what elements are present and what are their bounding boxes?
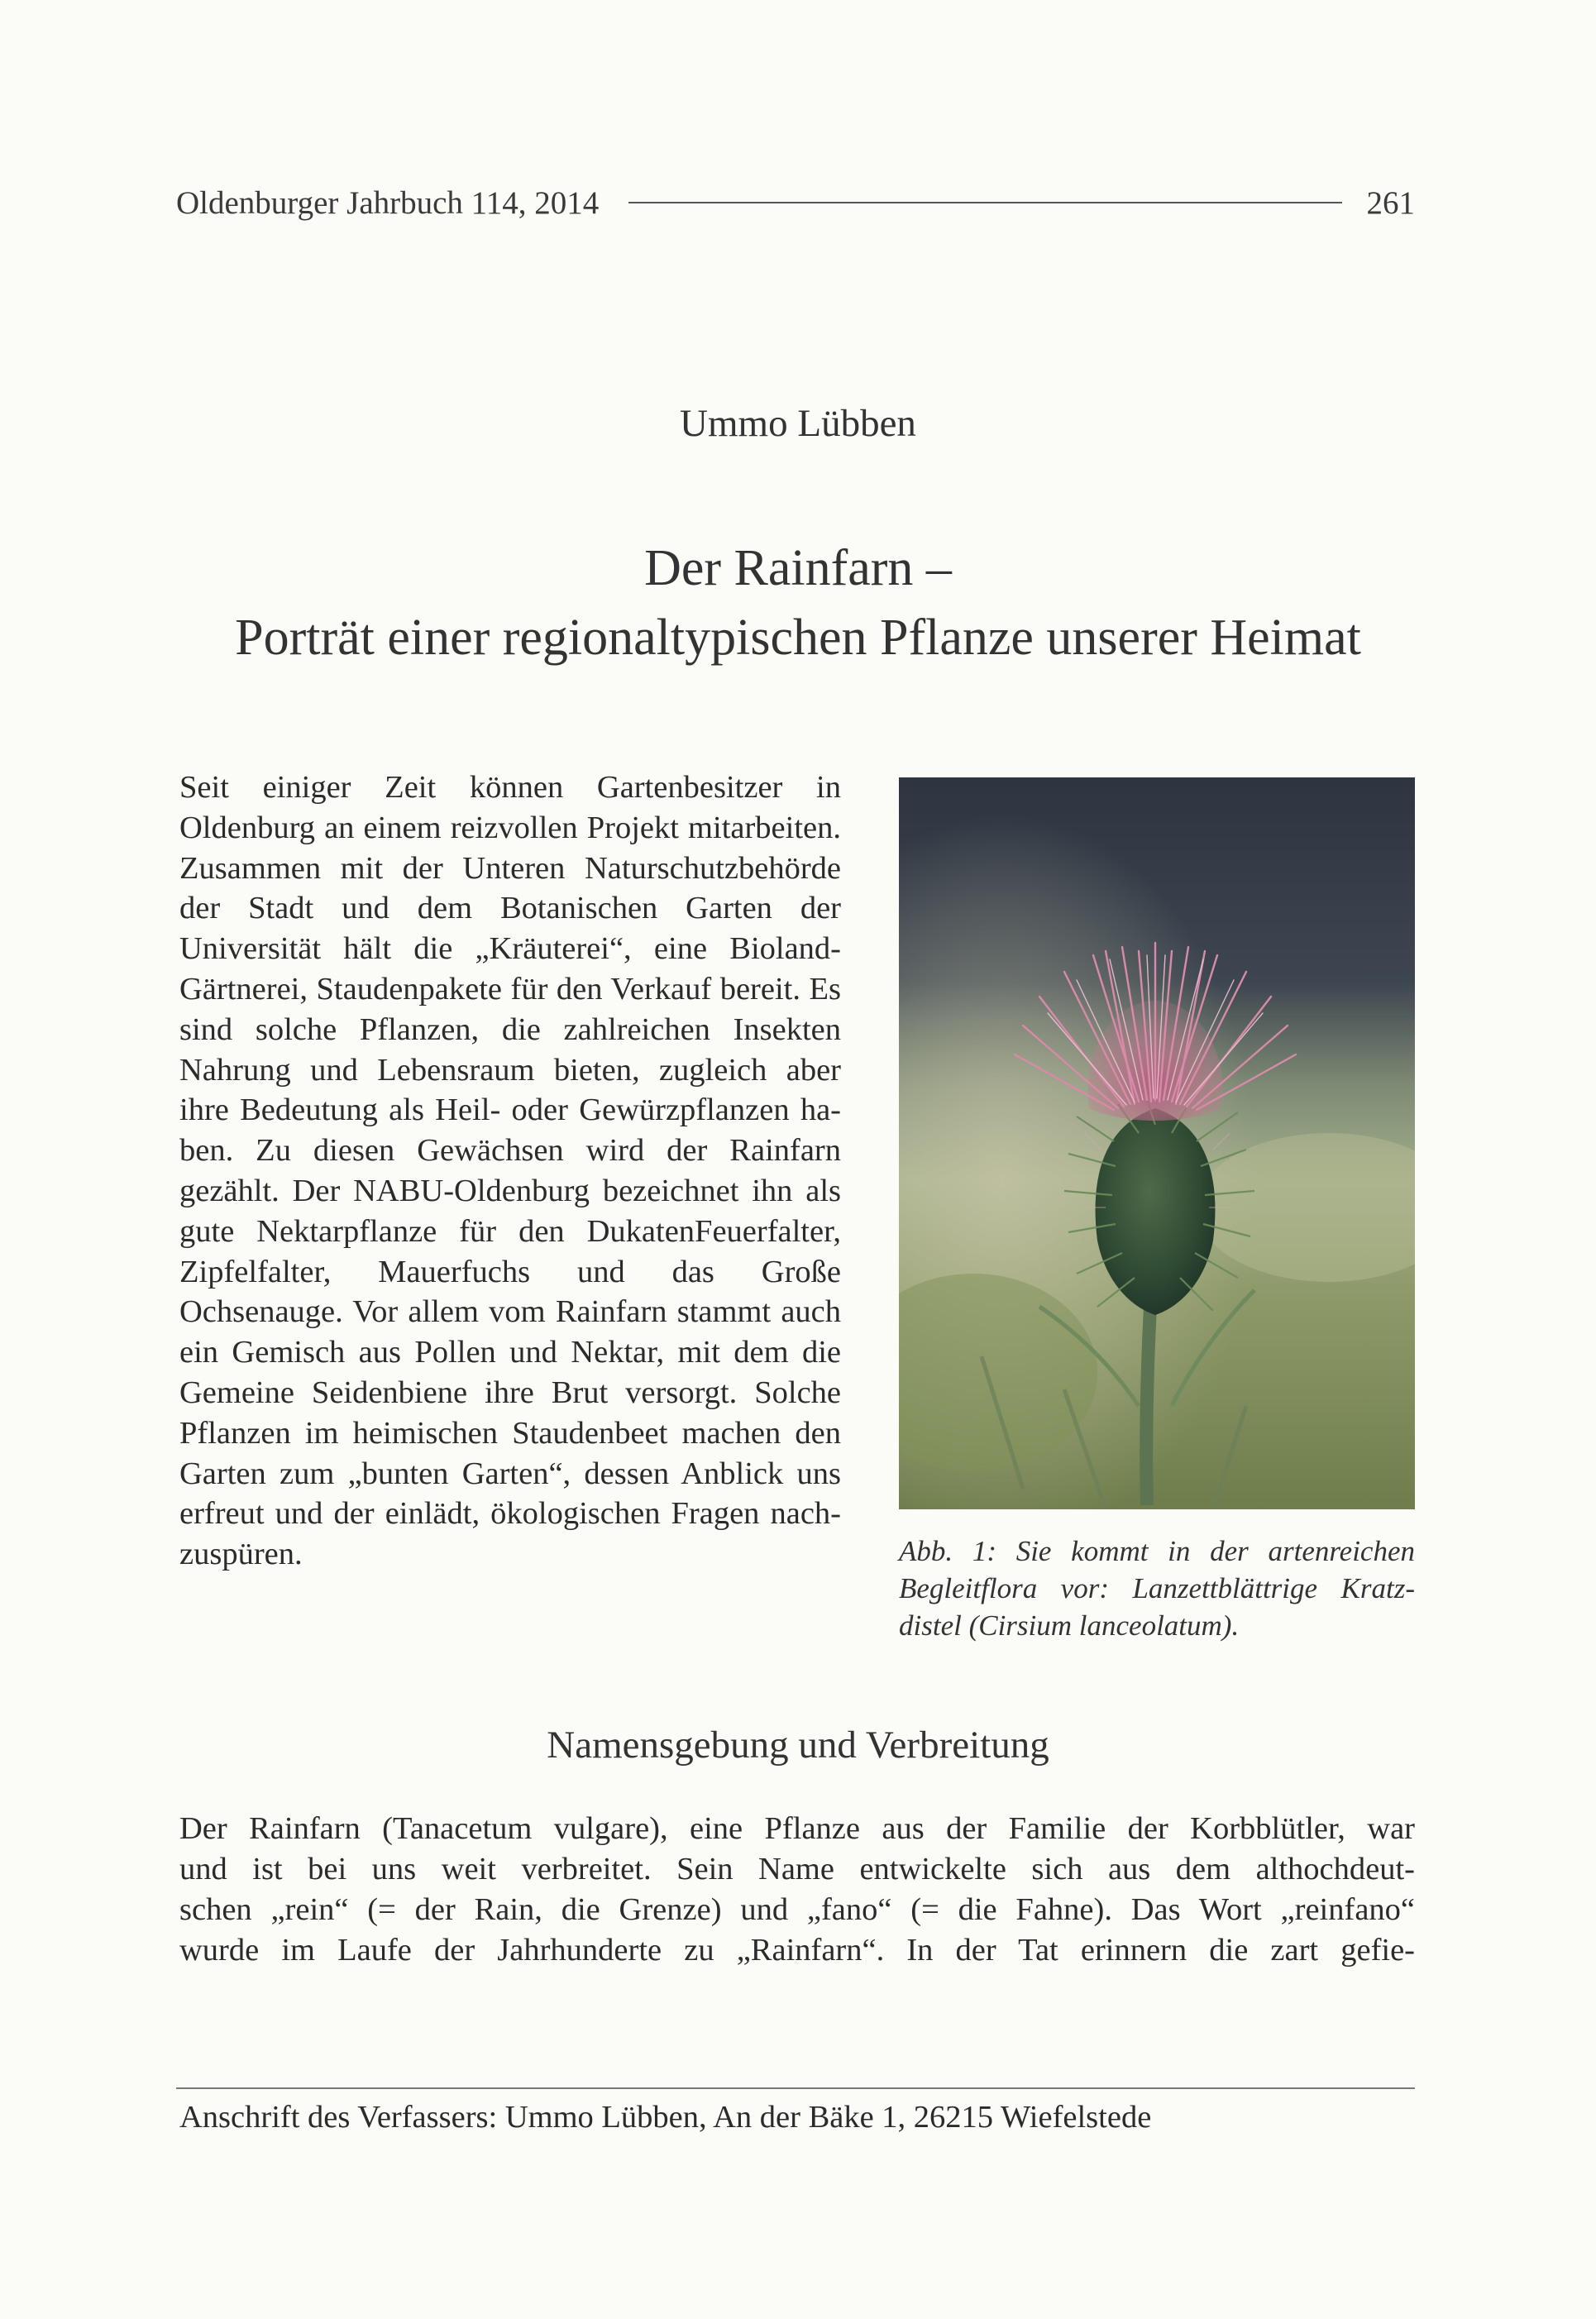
- body-line: wurde im Laufe der Jahrhunderte zu „Rainfarn“. In der Tat erinnern die zart gefie-: [179, 1933, 1415, 1968]
- title-line-2: Porträt einer regionaltypischen Pflanze unserer Heimat: [235, 610, 1361, 666]
- intro-paragraph: Seit einiger Zeit können Gartenbesitzer in Oldenburg an einem reizvollen Projekt mitarbeiten. Zusammen mit der Unteren Naturschutzbehörde der Stadt und dem Botanischen Garten der Universität hält die „Kräuterei“, eine Bioland-Gärtnerei, Staudenpakete für den Verkauf bereit. Es sind solche Pflanzen, die zahlreichen Insekten Nahrung und Lebensraum bieten, zugleich aber ihre Bedeutung als Heil- oder Gewürzpflanzen haben. Zu diesen Gewächsen wird der Rainfarn gezählt. Der NABU-Oldenburg bezeichnet ihn als gute Nektarpflanze für den DukatenFeuerfalter, Zipfelfalter, Mauerfuchs und das Große Ochsenauge. Vor allem vom Rainfarn stammt auch ein Gemisch aus Pollen und Nektar, mit dem die Gemeine Seidenbiene ihre Brut versorgt. Solche Pflanzen im heimischen Staudenbeet machen den Garten zum „bunten Garten“, dessen Anblick uns erfreut und der einlädt, ökologischen Fragen nachzuspüren.: [179, 770, 841, 1572]
- author-address-footnote: Anschrift des Verfassers: Ummo Lübben, An der Bäke 1, 26215 Wiefelstede: [179, 2100, 1152, 2135]
- section-heading: Namensgebung und Verbreitung: [547, 1724, 1049, 1767]
- article-title: [0, 533, 1596, 672]
- figure-caption: Abb. 1: Sie kommt in der artenreichen Begleitflora vor: Lanzettblättrige Kratzdistel (Cirsium lanceolatum).: [899, 1535, 1415, 1642]
- section-body: [179, 1809, 1415, 1971]
- author-name: Ummo Lübben: [680, 402, 916, 445]
- body-line: schen „rein“ (= der Rain, die Grenze) und „fano“ (= die Fahne). Das Wort „reinfano“: [179, 1892, 1415, 1927]
- journal-title: Oldenburger Jahrbuch 114, 2014: [176, 184, 600, 221]
- thistle-photo: [899, 777, 1415, 1509]
- footnote-rule: [176, 2087, 1415, 2089]
- body-line: und ist bei uns weit verbreitet. Sein Name entwickelte sich aus dem althochdeut-: [179, 1852, 1415, 1886]
- header-rule: [628, 202, 1341, 203]
- title-line-1: Der Rainfarn –: [644, 540, 952, 596]
- page-number: 261: [1366, 184, 1415, 221]
- running-header: [176, 174, 1415, 232]
- body-line: Der Rainfarn (Tanacetum vulgare), eine Pflanze aus der Familie der Korbblütler, war: [179, 1811, 1415, 1846]
